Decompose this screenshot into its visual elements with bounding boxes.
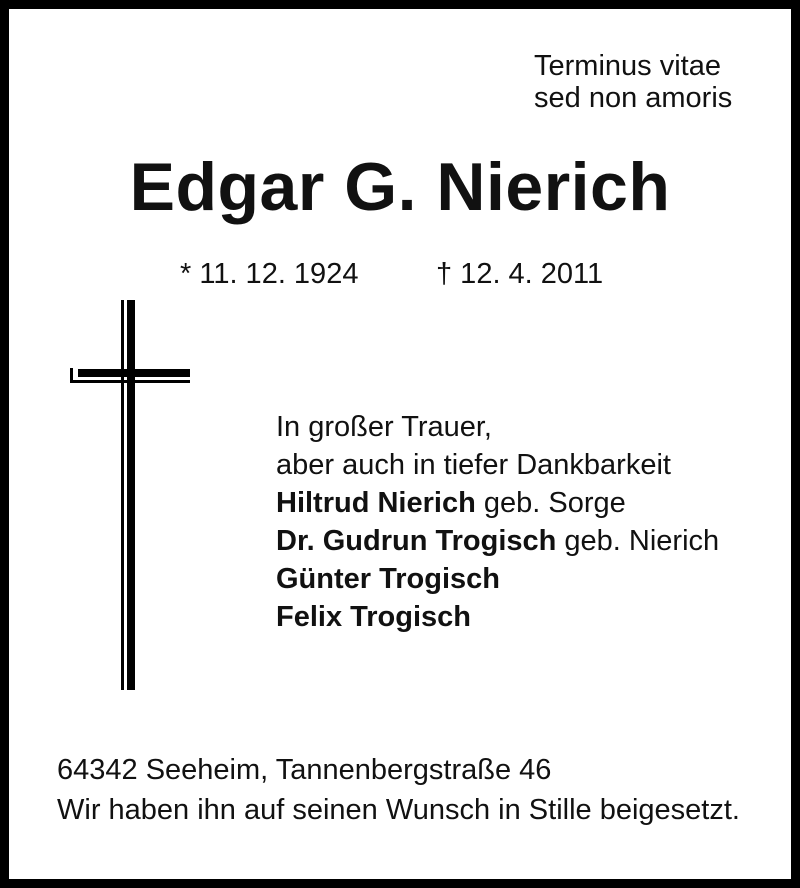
address-line: 64342 Seeheim, Tannenbergstraße 46 — [57, 754, 552, 786]
birth-date: * 11. 12. 1924 — [180, 258, 359, 290]
family-member — [276, 484, 719, 522]
family-member-name: Felix Trogisch — [276, 601, 471, 633]
motto-line-2: sed non amoris — [534, 82, 733, 114]
motto — [534, 50, 732, 114]
motto-line-1: Terminus vitae — [534, 50, 721, 82]
deceased-name: Edgar G. Nierich — [129, 149, 671, 225]
death-date: † 12. 4. 2011 — [436, 258, 604, 290]
burial-note: Wir haben ihn auf seinen Wunsch in Stille beigesetzt. — [57, 794, 740, 826]
footer — [57, 750, 740, 830]
family-member-name: Günter Trogisch — [276, 563, 500, 595]
family-list — [276, 484, 719, 636]
family-member-name: Dr. Gudrun Trogisch — [276, 525, 557, 557]
family-member-name: Hiltrud Nierich — [276, 487, 476, 519]
mourning-text — [276, 408, 671, 484]
family-member — [276, 560, 719, 598]
family-member — [276, 522, 719, 560]
family-member — [276, 598, 719, 636]
family-member-suffix: geb. Sorge — [475, 487, 626, 519]
family-member-suffix: geb. Nierich — [556, 525, 720, 557]
mourning-line-1: In großer Trauer, — [276, 411, 492, 443]
mourning-line-2: aber auch in tiefer Dankbarkeit — [276, 449, 671, 481]
